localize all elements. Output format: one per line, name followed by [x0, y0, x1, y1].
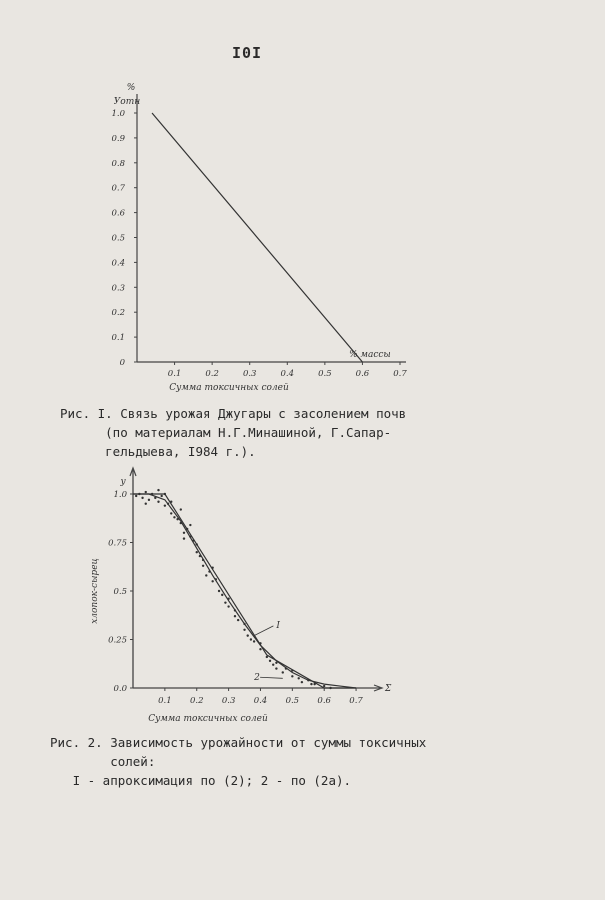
x-axis-label: Сумма токсичных солей: [169, 383, 289, 393]
data-point: [282, 671, 284, 673]
data-point: [189, 524, 191, 526]
x-unit-label: % массы: [349, 350, 391, 360]
data-point: [157, 501, 159, 503]
data-point: [180, 508, 182, 510]
x-tick-label: 0.5: [318, 369, 332, 379]
data-point: [253, 640, 255, 642]
x-tick-label: 0.1: [158, 696, 172, 706]
data-point: [145, 503, 147, 505]
y-tick-label: 0.7: [111, 183, 125, 194]
data-point: [211, 580, 213, 582]
y-tick-label: 0.25: [108, 635, 127, 646]
figure-1-caption: Рис. I. Связь урожая Джугары с засолением почв (по материалам Н.Г.Минашиной, Г.Сапар- гельдыева, I984 г.).: [60, 406, 407, 459]
data-point: [183, 537, 185, 539]
data-point: [301, 681, 303, 683]
x-tick-label: 0.7: [349, 696, 363, 706]
x-axis-label: Сумма токсичных солей: [148, 714, 268, 724]
x-tick-label: 0.4: [253, 696, 268, 706]
y-tick-label: 0.4: [111, 258, 125, 269]
data-point: [141, 497, 143, 499]
data-point: [298, 677, 300, 679]
y-tick-label: 1.0: [113, 490, 127, 500]
curve-1-leader: [254, 626, 273, 636]
data-point: [237, 619, 239, 621]
y-axis-symbol: y: [120, 477, 126, 487]
y-unit-label: %: [126, 83, 136, 93]
data-point: [269, 660, 271, 662]
data-point: [164, 504, 166, 506]
y-tick-label: 0.5: [113, 587, 127, 597]
y-tick-label: 0: [119, 358, 125, 368]
data-point: [148, 499, 150, 501]
data-point: [205, 574, 207, 576]
page-number: I0I: [232, 44, 263, 62]
x-tick-label: 0.3: [221, 696, 236, 706]
data-point: [227, 605, 229, 607]
x-axis-symbol: Σ: [384, 684, 392, 694]
data-point: [310, 683, 312, 685]
data-point: [157, 489, 159, 491]
data-point: [173, 516, 175, 518]
x-tick-label: 0.2: [189, 696, 204, 706]
data-point: [234, 615, 236, 617]
y-axis-label: хлопок-сырец: [90, 558, 100, 624]
y-axis-label: Уотн: [113, 97, 141, 107]
y-tick-label: 0.9: [111, 133, 125, 144]
data-point: [275, 667, 277, 669]
data-point: [221, 594, 223, 596]
x-tick-label: 0.6: [355, 369, 370, 379]
data-point: [196, 551, 198, 553]
data-point: [247, 634, 249, 636]
data-point: [272, 664, 274, 666]
x-tick-label: 0.7: [393, 369, 407, 379]
y-tick-label: 0.3: [111, 283, 125, 294]
x-tick-label: 0.2: [205, 369, 219, 379]
curve-2-label: 2: [254, 673, 260, 684]
x-tick-label: 0.1: [167, 369, 182, 379]
data-point: [160, 495, 162, 497]
curve-2-leader: [260, 677, 283, 678]
y-tick-label: 0.75: [108, 538, 127, 549]
curve-1: [133, 494, 356, 688]
data-point: [202, 565, 204, 567]
x-tick-label: 0.5: [285, 696, 300, 706]
data-point: [135, 495, 137, 497]
data-point: [243, 629, 245, 631]
y-tick-label: 0.6: [111, 208, 125, 219]
x-tick-label: 0.3: [242, 369, 257, 379]
data-point: [259, 648, 261, 650]
curve-2: [133, 494, 356, 688]
curve-1-label: I: [276, 620, 280, 631]
x-tick-label: 0.4: [280, 369, 295, 379]
data-point: [145, 491, 147, 493]
x-tick-label: 0.6: [317, 696, 331, 706]
data-point: [170, 512, 172, 514]
y-tick-label: 0.0: [113, 684, 127, 694]
data-point: [183, 532, 185, 534]
data-point: [224, 601, 226, 603]
y-tick-label: 0.8: [111, 158, 125, 169]
y-tick-label: 0.1: [111, 333, 125, 344]
y-tick-label: 0.2: [111, 308, 125, 319]
data-point: [218, 590, 220, 592]
data-point: [250, 638, 252, 640]
data-point: [291, 675, 293, 677]
y-tick-label: 1.0: [111, 109, 125, 119]
y-tick-label: 0.5: [111, 233, 125, 244]
figure-2-caption: Рис. 2. Зависимость урожайности от суммы токсичных солей: I - апроксимация по (2); 2 - по (2а).: [50, 735, 427, 788]
